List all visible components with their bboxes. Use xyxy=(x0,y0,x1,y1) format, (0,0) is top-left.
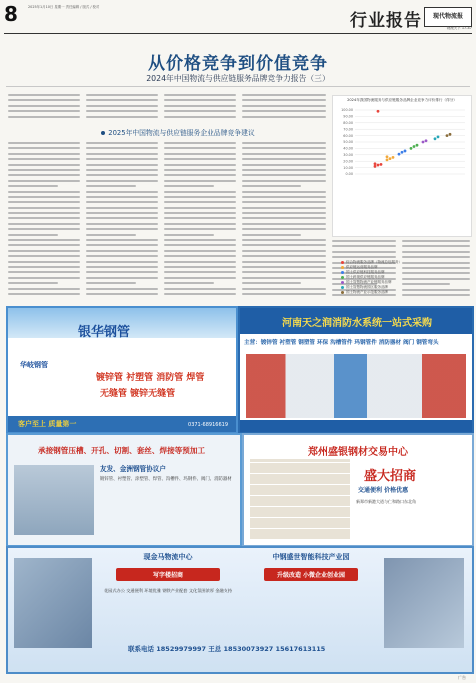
legend-label: 国土智慧物流产业链服务品牌 xyxy=(346,280,392,284)
legend-label: 国土供应链科技服务品牌 xyxy=(346,270,385,274)
text-line xyxy=(86,234,136,236)
bullet-icon xyxy=(101,131,105,135)
text-line xyxy=(164,228,236,230)
ad-company: 华岐钢管 xyxy=(20,361,48,369)
y-tick-label: 70.00 xyxy=(343,127,353,132)
text-line xyxy=(8,180,80,182)
text-line xyxy=(86,116,158,118)
text-line xyxy=(242,164,326,166)
data-point xyxy=(377,110,380,113)
text-line xyxy=(242,191,326,193)
text-line xyxy=(86,105,158,107)
text-line xyxy=(242,180,326,182)
text-line xyxy=(164,191,236,193)
page-number: 8 xyxy=(4,2,18,26)
text-line xyxy=(86,261,158,263)
text-line xyxy=(164,212,236,214)
text-line xyxy=(242,153,326,155)
text-line xyxy=(8,110,80,112)
text-line xyxy=(8,105,80,107)
text-line xyxy=(242,94,326,96)
text-line xyxy=(8,169,80,171)
section-heading-text: 2025年中国物流与供应链服务企业品牌竞争建议 xyxy=(108,129,255,137)
chart-legend xyxy=(341,260,466,295)
data-point xyxy=(434,137,437,140)
data-point xyxy=(410,147,413,150)
text-line xyxy=(242,255,326,257)
ad-headline: 盛大招商 xyxy=(364,469,417,484)
text-line xyxy=(86,217,158,219)
text-line xyxy=(8,293,80,295)
legend-label: 国土跨境供应链服务品牌 xyxy=(346,275,385,279)
chart-plot xyxy=(333,96,471,236)
data-point xyxy=(404,150,407,153)
y-tick-label: 0.00 xyxy=(345,172,353,177)
data-point xyxy=(386,159,389,162)
section-heading xyxy=(88,127,268,139)
y-tick-label: 80.00 xyxy=(343,121,353,125)
text-line xyxy=(242,217,326,219)
ad-slogan: 客户至上 质量第一 xyxy=(18,420,77,428)
text-line xyxy=(242,110,326,112)
text-line xyxy=(402,240,470,242)
article-column-3 xyxy=(164,94,236,124)
data-point xyxy=(380,163,383,166)
text-line xyxy=(164,164,236,166)
data-point xyxy=(437,135,440,138)
text-line xyxy=(8,191,80,193)
text-line xyxy=(242,147,326,149)
article-column-1 xyxy=(8,94,80,124)
text-line xyxy=(332,251,396,253)
y-tick-label: 20.00 xyxy=(343,159,353,164)
text-line xyxy=(86,207,158,209)
text-line xyxy=(8,164,80,166)
text-line xyxy=(8,153,80,155)
text-line xyxy=(164,239,236,241)
text-line xyxy=(8,282,58,284)
text-line xyxy=(86,288,158,290)
data-point xyxy=(416,144,419,147)
text-line xyxy=(332,240,396,242)
text-line xyxy=(86,147,158,149)
article-column-5 xyxy=(8,142,80,302)
ad-left-band: 写字楼招商 xyxy=(116,568,220,581)
y-tick-label: 40.00 xyxy=(343,146,353,151)
text-line xyxy=(164,110,236,112)
text-line xyxy=(86,196,158,198)
data-point xyxy=(446,134,449,137)
text-line xyxy=(164,266,236,268)
text-line xyxy=(8,223,80,225)
ad-categories: 主营：镀锌管 衬塑管 钢塑管 环保 沟槽管件 玛钢管件 消防器材 阀门 钢管弯头 xyxy=(244,340,439,346)
ad-text: 新郑市新港大道与仁和路口东北角 xyxy=(356,499,416,504)
y-tick-label: 30.00 xyxy=(343,153,353,157)
text-line xyxy=(164,99,236,101)
text-line xyxy=(8,207,80,209)
text-line xyxy=(164,271,236,273)
ad-left-title: 现金马物流中心 xyxy=(143,553,193,561)
ad-right-band: 升级改造 小微企业创业园 xyxy=(264,568,358,581)
article-column-7 xyxy=(164,142,236,302)
text-line xyxy=(164,158,236,160)
text-line xyxy=(242,277,326,279)
legend-marker xyxy=(341,281,344,284)
text-line xyxy=(86,94,158,96)
ad-pipe-processing xyxy=(6,433,242,547)
text-line xyxy=(164,255,236,257)
ad-phone: 联系电话 18529979997 王总 18530073927 15617613115 xyxy=(128,645,326,653)
text-line xyxy=(242,293,326,295)
y-tick-label: 50.00 xyxy=(343,140,353,145)
ad-right-block xyxy=(246,552,376,587)
text-line xyxy=(8,94,80,96)
text-line xyxy=(242,105,326,107)
legend-item xyxy=(341,290,466,295)
text-line xyxy=(242,288,326,290)
text-line xyxy=(164,288,236,290)
ad-right-title: 中钢盛世智能科技产业园 xyxy=(272,553,350,561)
text-line xyxy=(86,99,158,101)
legend-label: 国土智慧物流园区服务品牌 xyxy=(346,285,388,289)
text-line xyxy=(86,266,158,268)
text-line xyxy=(164,244,236,246)
data-point xyxy=(422,141,425,144)
text-line xyxy=(242,185,301,187)
text-line xyxy=(242,228,326,230)
text-line xyxy=(8,244,80,246)
text-line xyxy=(8,277,80,279)
data-point xyxy=(386,155,389,158)
data-point xyxy=(389,157,392,160)
text-line xyxy=(86,164,158,166)
data-point xyxy=(398,153,401,156)
ad-left-text: 花园式办公 交通便利 环境优雅 钢铁产业配套 文化氛围浓厚 金融支持 xyxy=(103,588,233,593)
text-line xyxy=(8,239,80,241)
text-line xyxy=(164,217,236,219)
text-line xyxy=(164,261,236,263)
ad-product-image xyxy=(246,354,466,418)
legend-marker xyxy=(341,261,344,264)
text-line xyxy=(242,234,301,236)
article-column-4 xyxy=(242,94,326,124)
text-line xyxy=(86,174,158,176)
text-line xyxy=(242,99,326,101)
text-line xyxy=(164,282,214,284)
ad-title: 河南天之润消防水系统一站式采购 xyxy=(282,318,432,329)
data-point xyxy=(425,139,428,142)
text-line xyxy=(164,277,236,279)
text-line xyxy=(86,201,158,203)
text-line xyxy=(86,142,158,144)
header-rule xyxy=(4,33,472,34)
text-line xyxy=(332,256,396,258)
article-column-2 xyxy=(86,94,158,124)
legend-label: 供应链运营服务品牌 xyxy=(346,265,378,269)
ad-yinhua-steel-pipe xyxy=(6,306,238,434)
ad-pipe-photo xyxy=(14,465,94,535)
data-point xyxy=(374,165,377,168)
article-subtitle: 2024年中国物流与供应链服务品牌竞争力报告（三） xyxy=(146,74,330,83)
text-line xyxy=(242,239,326,241)
ad-industrial-park xyxy=(6,546,474,674)
text-line xyxy=(86,180,158,182)
masthead-sub: 物流天下 17-47 xyxy=(446,26,472,30)
data-point xyxy=(374,162,377,165)
ad-left-block xyxy=(98,552,238,594)
text-line xyxy=(8,234,58,236)
text-line xyxy=(86,255,158,257)
masthead-logo: 现代物流报 xyxy=(424,7,472,27)
text-line xyxy=(86,110,158,112)
ad-subtitle: 交通便利 价格优惠 xyxy=(358,487,409,494)
text-line xyxy=(8,250,80,252)
text-line xyxy=(242,196,326,198)
text-line xyxy=(8,174,80,176)
text-line xyxy=(86,212,158,214)
text-line xyxy=(8,212,80,214)
text-line xyxy=(8,158,80,160)
text-line xyxy=(164,169,236,171)
text-line xyxy=(86,250,158,252)
text-line xyxy=(402,251,470,253)
legend-marker xyxy=(341,276,344,279)
ad-phone: 0371-68916619 xyxy=(188,422,228,428)
data-point xyxy=(449,133,452,136)
text-line xyxy=(242,212,326,214)
text-line xyxy=(8,266,80,268)
data-point xyxy=(392,156,395,159)
text-line xyxy=(164,201,236,203)
text-line xyxy=(164,234,214,236)
text-line xyxy=(164,180,236,182)
ad-products-line-2: 无缝管 镀锌无缝管 xyxy=(100,389,176,399)
text-line xyxy=(164,116,236,118)
article-title: 从价格竞争到价值竞争 xyxy=(148,54,328,74)
text-line xyxy=(242,207,326,209)
text-line xyxy=(164,94,236,96)
text-line xyxy=(242,116,326,118)
text-line xyxy=(8,116,80,118)
text-line xyxy=(164,196,236,198)
text-line xyxy=(332,245,396,247)
ad-brand: 银华钢管 xyxy=(78,325,131,340)
ad-title: 郑州盛银钢材交易中心 xyxy=(308,447,408,458)
legend-marker xyxy=(341,291,344,294)
text-line xyxy=(242,271,326,273)
legend-marker xyxy=(341,266,344,269)
text-line xyxy=(86,223,158,225)
text-line xyxy=(8,185,58,187)
text-line xyxy=(164,293,236,295)
text-line xyxy=(402,256,470,258)
article-column-6 xyxy=(86,142,158,302)
y-tick-label: 100.00 xyxy=(341,108,353,113)
y-tick-label: 10.00 xyxy=(343,165,353,170)
text-line xyxy=(8,142,80,144)
text-line xyxy=(8,288,80,290)
data-point xyxy=(413,145,416,148)
text-line xyxy=(8,217,80,219)
text-line xyxy=(164,174,236,176)
text-line xyxy=(164,250,236,252)
ad-building-photo-right xyxy=(384,558,464,648)
text-line xyxy=(242,158,326,160)
ad-tianzhirun-fire xyxy=(238,306,474,434)
text-line xyxy=(86,153,158,155)
text-line xyxy=(242,169,326,171)
legend-label: 国土物流产业示范服务品牌 xyxy=(346,290,388,294)
text-line xyxy=(242,142,326,144)
page-header xyxy=(0,0,476,36)
text-line xyxy=(8,196,80,198)
ad-building-photo-left xyxy=(14,558,92,648)
ad-text: 镀锌管、衬塑管、涂塑管、焊管、沟槽件、玛钢件、阀门、消防器材 xyxy=(100,477,232,482)
ad-location-map xyxy=(250,459,350,539)
text-line xyxy=(242,201,326,203)
text-line xyxy=(86,191,158,193)
text-line xyxy=(86,169,158,171)
text-line xyxy=(164,207,236,209)
text-line xyxy=(86,239,158,241)
text-line xyxy=(164,105,236,107)
text-line xyxy=(8,271,80,273)
ad-shengyin-steel-market xyxy=(242,433,474,547)
text-line xyxy=(242,282,301,284)
page-footer: 广告 xyxy=(458,675,466,680)
text-line xyxy=(86,277,158,279)
text-line xyxy=(242,174,326,176)
y-tick-label: 60.00 xyxy=(343,133,353,138)
ad-subtitle: 友发、金洲钢管协议户 xyxy=(100,465,166,473)
issue-meta: 2025年1月10日 星期一 责任编辑 / 版式 / 校对 xyxy=(28,5,100,9)
text-line xyxy=(242,244,326,246)
title-rule xyxy=(6,86,470,87)
text-line xyxy=(86,185,136,187)
ad-title: 承接钢管压槽、开孔、切割、套丝、焊接等预加工 xyxy=(38,446,206,455)
chart-title: 2024年我国物流服务与供应链服务品牌企业竞争力评价排行（得分） xyxy=(347,98,457,102)
text-line xyxy=(8,261,80,263)
text-line xyxy=(164,142,236,144)
text-line xyxy=(86,282,136,284)
text-line xyxy=(242,250,326,252)
text-line xyxy=(242,223,326,225)
legend-label: 综合物流服务品牌（物流总包服务） xyxy=(346,260,402,264)
text-line xyxy=(86,293,158,295)
text-line xyxy=(8,228,80,230)
legend-marker xyxy=(341,286,344,289)
ad-bottom-bar xyxy=(240,420,472,432)
text-line xyxy=(242,261,326,263)
data-point xyxy=(377,164,380,167)
article-column-8 xyxy=(242,142,326,302)
text-line xyxy=(86,228,158,230)
text-line xyxy=(8,99,80,101)
text-line xyxy=(86,271,158,273)
y-tick-label: 90.00 xyxy=(343,114,353,119)
text-line xyxy=(8,147,80,149)
text-line xyxy=(86,244,158,246)
text-line xyxy=(164,147,236,149)
section-title: 行业报告 xyxy=(350,11,422,31)
text-line xyxy=(164,223,236,225)
data-point xyxy=(401,151,404,154)
text-line xyxy=(402,245,470,247)
text-line xyxy=(164,185,214,187)
text-line xyxy=(164,153,236,155)
text-line xyxy=(8,255,80,257)
text-line xyxy=(86,158,158,160)
ad-products-line-1: 镀锌管 衬塑管 消防管 焊管 xyxy=(96,373,205,383)
scatter-chart xyxy=(332,95,472,294)
text-line xyxy=(8,201,80,203)
legend-marker xyxy=(341,271,344,274)
text-line xyxy=(242,266,326,268)
